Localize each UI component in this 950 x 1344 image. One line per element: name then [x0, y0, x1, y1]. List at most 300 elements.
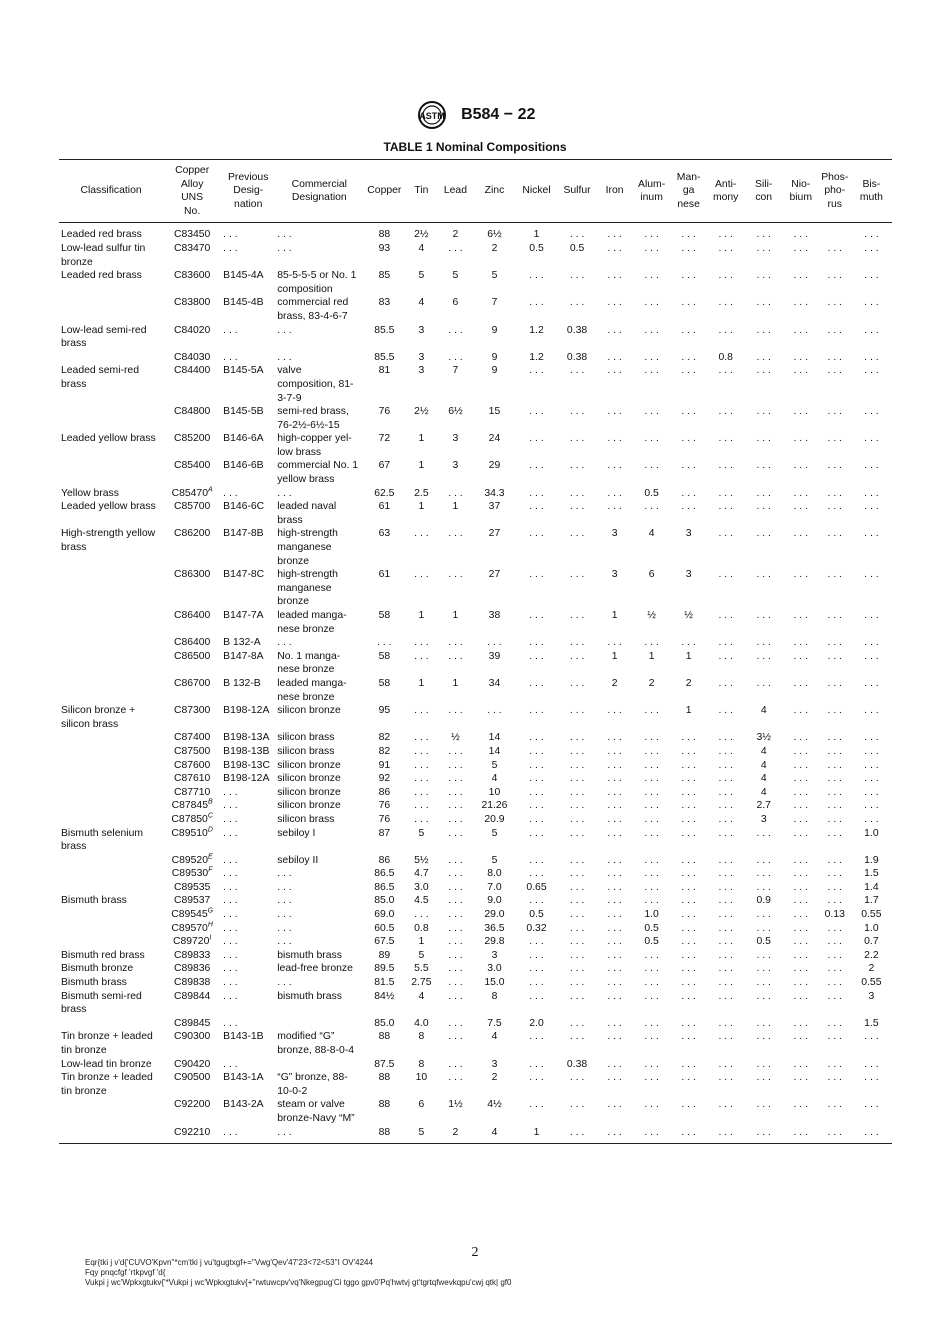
cell-previous	[221, 364, 275, 405]
cell-silicon	[745, 894, 783, 908]
cell-commercial-text: high-strength manganese bronze	[277, 569, 338, 608]
cell-bismuth	[851, 677, 892, 704]
cell-classification-text: Low-lead sulfur tin bronze	[61, 242, 146, 268]
cell-copper	[363, 677, 405, 704]
cell-manganese-text: . . .	[681, 1031, 696, 1043]
cell-zinc-text: 3	[491, 1058, 498, 1070]
table-row	[59, 990, 892, 1017]
cell-copper	[363, 609, 405, 636]
column-header-line: Commercial	[291, 178, 347, 190]
cell-antimony	[707, 636, 745, 650]
cell-aluminum-text: 6	[648, 569, 655, 581]
cell-aluminum	[633, 432, 671, 459]
cell-phosphorus-text: . . .	[827, 1072, 842, 1084]
cell-tin-text: 5	[418, 270, 425, 282]
cell-bismuth	[851, 1126, 892, 1144]
column-header	[851, 160, 892, 223]
cell-lead	[437, 704, 473, 731]
cell-silicon-text: 0.5	[756, 936, 771, 948]
cell-tin-text: 4.7	[414, 868, 429, 880]
cell-sulfur-text: . . .	[569, 1017, 585, 1029]
cell-zinc	[473, 432, 515, 459]
cell-uns	[163, 813, 221, 827]
cell-nickel	[515, 908, 557, 922]
cell-bismuth-text: 1.0	[864, 922, 879, 934]
cell-silicon	[745, 677, 783, 704]
column-header-line: Iron	[605, 185, 624, 197]
cell-bismuth	[851, 990, 892, 1017]
column-header	[819, 160, 851, 223]
cell-previous	[221, 242, 275, 269]
table-row	[59, 827, 892, 854]
cell-copper-text: 87.5	[374, 1058, 395, 1070]
cell-nickel	[515, 1017, 557, 1031]
cell-classification	[59, 487, 163, 501]
cell-bismuth	[851, 908, 892, 922]
cell-zinc-text: 15	[488, 406, 501, 418]
cell-previous	[221, 1017, 275, 1031]
cell-copper-text: 87	[378, 827, 391, 839]
cell-zinc	[473, 922, 515, 936]
cell-niobium-text: . . .	[793, 868, 808, 880]
cell-sulfur	[558, 1071, 597, 1098]
cell-nickel	[515, 650, 557, 677]
cell-silicon	[745, 324, 783, 351]
cell-commercial-text: valve composition, 81-3-7-9	[277, 365, 354, 404]
cell-phosphorus-text: . . .	[827, 610, 842, 621]
cell-previous-text: B147-7A	[223, 610, 264, 621]
cell-uns	[163, 854, 221, 868]
cell-tin-text: 4.0	[414, 1017, 429, 1029]
cell-iron	[597, 568, 633, 609]
cell-bismuth	[851, 772, 892, 786]
table-row	[59, 1017, 892, 1031]
cell-manganese-text: 1	[685, 705, 692, 717]
cell-antimony-text: . . .	[718, 881, 733, 893]
cell-lead-text: . . .	[448, 977, 463, 989]
cell-tin	[405, 487, 437, 501]
cell-uns	[163, 432, 221, 459]
cell-copper	[363, 459, 405, 486]
column-header	[363, 160, 405, 223]
cell-niobium	[783, 976, 819, 990]
cell-antimony	[707, 1058, 745, 1072]
cell-niobium	[783, 500, 819, 527]
cell-niobium-text: . . .	[793, 895, 808, 907]
cell-manganese	[671, 324, 707, 351]
cell-sulfur-text: . . .	[569, 949, 585, 961]
cell-antimony	[707, 677, 745, 704]
cell-lead	[437, 242, 473, 269]
cell-lead	[437, 1030, 473, 1057]
cell-zinc-text: 29.0	[484, 909, 505, 921]
cell-commercial-text: commercial No. 1 yellow brass	[277, 460, 359, 486]
cell-silicon-text: . . .	[756, 610, 771, 621]
cell-lead	[437, 949, 473, 963]
cell-aluminum	[633, 223, 671, 242]
cell-tin-text: 6	[418, 1099, 425, 1111]
cell-uns-text: C89720	[172, 936, 210, 948]
cell-aluminum	[633, 990, 671, 1017]
cell-tin	[405, 677, 437, 704]
footnote-marker: D	[207, 826, 213, 834]
cell-aluminum-text: . . .	[644, 949, 659, 961]
cell-iron	[597, 827, 633, 854]
cell-classification	[59, 908, 163, 922]
cell-niobium-text: . . .	[793, 487, 808, 499]
cell-lead	[437, 405, 473, 432]
cell-iron-text: 2	[611, 677, 618, 689]
cell-bismuth-text: . . .	[864, 650, 879, 662]
cell-copper	[363, 813, 405, 827]
cell-antimony-text: . . .	[718, 569, 733, 581]
cell-uns-text: C84030	[173, 351, 211, 363]
cell-niobium	[783, 527, 819, 568]
cell-manganese	[671, 364, 707, 405]
cell-classification	[59, 650, 163, 677]
cell-manganese-text: . . .	[681, 297, 696, 309]
cell-classification	[59, 867, 163, 881]
cell-nickel-text: . . .	[529, 610, 544, 621]
table-row	[59, 881, 892, 895]
cell-tin	[405, 405, 437, 432]
cell-silicon	[745, 935, 783, 949]
cell-zinc-text: 37	[488, 501, 501, 513]
cell-antimony-text: . . .	[718, 528, 733, 540]
cell-lead-text: . . .	[448, 922, 463, 934]
cell-copper	[363, 745, 405, 759]
cell-previous	[221, 949, 275, 963]
cell-niobium	[783, 772, 819, 786]
cell-manganese	[671, 1030, 707, 1057]
cell-antimony-text: 0.8	[718, 351, 733, 363]
cell-lead-text: . . .	[448, 569, 463, 581]
cell-nickel-text: 1.2	[529, 351, 544, 363]
cell-previous	[221, 223, 275, 242]
cell-phosphorus	[819, 731, 851, 745]
cell-previous	[221, 432, 275, 459]
cell-lead	[437, 500, 473, 527]
cell-nickel	[515, 881, 557, 895]
cell-bismuth-text: . . .	[864, 1058, 879, 1070]
cell-nickel-text: . . .	[529, 569, 544, 581]
cell-commercial	[275, 827, 363, 854]
cell-commercial-text: 85-5-5-5 or No. 1 composition	[277, 270, 357, 295]
cell-silicon-text: . . .	[756, 650, 771, 662]
cell-nickel-text: . . .	[529, 868, 544, 880]
cell-uns-text: C87610	[173, 773, 211, 785]
cell-manganese	[671, 867, 707, 881]
cell-manganese	[671, 935, 707, 949]
cell-antimony	[707, 786, 745, 800]
cell-iron-text: . . .	[607, 881, 622, 893]
cell-zinc-text: 27	[488, 569, 501, 581]
cell-tin	[405, 1030, 437, 1057]
column-header	[745, 160, 783, 223]
cell-iron	[597, 990, 633, 1017]
cell-phosphorus	[819, 1126, 851, 1144]
cell-zinc-text: 29	[488, 460, 501, 472]
table-row	[59, 269, 892, 296]
table-row	[59, 1098, 892, 1125]
cell-commercial-text: . . .	[277, 909, 292, 921]
cell-zinc	[473, 935, 515, 949]
cell-zinc	[473, 799, 515, 813]
cell-iron	[597, 432, 633, 459]
cell-bismuth-text: . . .	[864, 610, 879, 621]
cell-copper-text: 81.5	[374, 977, 395, 989]
cell-zinc-text: 39	[488, 650, 501, 662]
cell-commercial-text: . . .	[277, 922, 292, 934]
cell-tin-text: . . .	[414, 705, 429, 717]
cell-niobium-text: . . .	[793, 936, 808, 948]
cell-commercial	[275, 1126, 363, 1144]
cell-phosphorus	[819, 1071, 851, 1098]
cell-phosphorus-text: . . .	[827, 433, 842, 445]
cell-niobium	[783, 799, 819, 813]
cell-sulfur-text: . . .	[569, 1099, 585, 1111]
cell-phosphorus-text: 0.13	[824, 909, 845, 921]
cell-classification	[59, 296, 163, 323]
cell-classification	[59, 324, 163, 351]
cell-iron-text: . . .	[607, 813, 622, 825]
cell-uns	[163, 745, 221, 759]
cell-copper	[363, 296, 405, 323]
cell-phosphorus	[819, 881, 851, 895]
cell-manganese	[671, 786, 707, 800]
cell-aluminum-text: 2	[648, 677, 655, 689]
cell-manganese-text: . . .	[681, 949, 696, 961]
cell-commercial	[275, 351, 363, 365]
cell-bismuth-text: 2.2	[864, 949, 879, 961]
cell-copper	[363, 867, 405, 881]
cell-aluminum	[633, 894, 671, 908]
cell-commercial-text: leaded naval brass	[277, 501, 337, 526]
cell-tin-text: . . .	[414, 800, 429, 812]
cell-lead	[437, 351, 473, 365]
cell-copper-text: . . .	[377, 637, 392, 649]
cell-aluminum	[633, 745, 671, 759]
cell-lead	[437, 908, 473, 922]
cell-sulfur	[558, 745, 597, 759]
cell-antimony-text: . . .	[718, 949, 733, 961]
cell-classification-text: Silicon bronze + silicon brass	[61, 705, 136, 730]
cell-lead	[437, 881, 473, 895]
cell-niobium-text: . . .	[793, 854, 808, 866]
cell-lead-text: . . .	[448, 1058, 463, 1070]
cell-sulfur	[558, 568, 597, 609]
cell-nickel-text: . . .	[529, 637, 544, 649]
cell-bismuth-text: 1.9	[864, 854, 879, 866]
cell-tin	[405, 1071, 437, 1098]
cell-copper	[363, 1058, 405, 1072]
cell-tin-text: 8	[418, 1058, 425, 1070]
cell-previous	[221, 813, 275, 827]
cell-phosphorus-text: . . .	[827, 365, 842, 377]
cell-phosphorus-text: . . .	[827, 773, 842, 785]
cell-antimony	[707, 364, 745, 405]
cell-aluminum	[633, 1071, 671, 1098]
cell-phosphorus-text: . . .	[827, 895, 842, 907]
cell-manganese	[671, 990, 707, 1017]
cell-antimony	[707, 609, 745, 636]
cell-phosphorus-text: . . .	[827, 827, 842, 839]
cell-zinc	[473, 894, 515, 908]
cell-commercial	[275, 1017, 363, 1031]
cell-silicon-text: . . .	[756, 324, 771, 336]
cell-zinc-text: 4	[491, 773, 498, 785]
cell-nickel-text: 1.2	[529, 324, 544, 336]
cell-sulfur-text: . . .	[569, 909, 585, 921]
cell-tin-text: 10	[415, 1072, 428, 1084]
cell-manganese	[671, 962, 707, 976]
cell-zinc-text: 14	[488, 745, 501, 757]
cell-nickel-text: . . .	[529, 854, 544, 866]
cell-niobium	[783, 1071, 819, 1098]
cell-manganese	[671, 922, 707, 936]
cell-nickel-text: . . .	[529, 677, 544, 689]
cell-manganese	[671, 813, 707, 827]
cell-sulfur	[558, 854, 597, 868]
table-row	[59, 745, 892, 759]
cell-silicon-text: . . .	[756, 1058, 771, 1070]
cell-uns	[163, 242, 221, 269]
cell-phosphorus-text: . . .	[827, 963, 842, 975]
footnote-marker: E	[208, 853, 213, 861]
cell-previous-text: B198-13A	[223, 732, 270, 744]
cell-aluminum-text: . . .	[644, 813, 659, 825]
cell-lead	[437, 1017, 473, 1031]
cell-zinc	[473, 351, 515, 365]
cell-sulfur	[558, 1030, 597, 1057]
cell-zinc	[473, 949, 515, 963]
cell-silicon	[745, 351, 783, 365]
column-header-line: UNS	[181, 192, 204, 204]
cell-zinc	[473, 223, 515, 242]
cell-previous	[221, 1071, 275, 1098]
cell-commercial	[275, 894, 363, 908]
column-header-line: con	[755, 192, 773, 204]
cell-copper	[363, 432, 405, 459]
cell-commercial	[275, 650, 363, 677]
cell-iron-text: . . .	[607, 786, 622, 798]
cell-sulfur	[558, 962, 597, 976]
cell-copper-text: 58	[378, 677, 391, 689]
cell-copper	[363, 731, 405, 745]
cell-sulfur-text: . . .	[569, 868, 585, 880]
cell-previous	[221, 405, 275, 432]
cell-zinc	[473, 677, 515, 704]
cell-niobium	[783, 324, 819, 351]
cell-silicon	[745, 745, 783, 759]
cell-uns-text: C89833	[173, 949, 211, 961]
cell-antimony-text: . . .	[718, 800, 733, 812]
cell-commercial-text: high-strength manganese bronze	[277, 528, 338, 567]
cell-sulfur-text: . . .	[569, 881, 585, 893]
page-number: 2	[471, 1245, 479, 1260]
cell-aluminum	[633, 976, 671, 990]
column-header	[671, 160, 707, 223]
cell-previous	[221, 650, 275, 677]
table-row	[59, 759, 892, 773]
table-row	[59, 949, 892, 963]
cell-antimony	[707, 324, 745, 351]
cell-nickel-text: . . .	[529, 487, 544, 499]
cell-lead	[437, 759, 473, 773]
cell-commercial-text: . . .	[277, 868, 292, 880]
cell-iron	[597, 677, 633, 704]
cell-antimony	[707, 745, 745, 759]
cell-commercial-text: sebiloy II	[277, 854, 319, 866]
cell-tin-text: 5½	[414, 854, 429, 866]
cell-iron	[597, 609, 633, 636]
cell-phosphorus-text: . . .	[827, 569, 842, 581]
cell-niobium	[783, 908, 819, 922]
cell-phosphorus-text: . . .	[827, 324, 842, 336]
cell-classification-text: Leaded yellow brass	[61, 501, 156, 513]
cell-iron	[597, 786, 633, 800]
cell-aluminum-text: . . .	[644, 501, 659, 513]
cell-bismuth	[851, 881, 892, 895]
cell-aluminum-text: . . .	[644, 365, 659, 377]
cell-nickel-text: 0.5	[529, 909, 544, 921]
cell-previous	[221, 731, 275, 745]
cell-lead-text: . . .	[448, 868, 463, 880]
column-header	[783, 160, 819, 223]
table-row	[59, 786, 892, 800]
cell-antimony	[707, 500, 745, 527]
cell-sulfur-text: . . .	[569, 963, 585, 975]
cell-previous-text: B198-13C	[223, 759, 270, 771]
cell-copper-text: 76	[378, 800, 391, 812]
cell-sulfur	[558, 432, 597, 459]
cell-aluminum-text: . . .	[644, 1031, 659, 1043]
cell-commercial	[275, 269, 363, 296]
cell-zinc	[473, 772, 515, 786]
cell-sulfur-text: . . .	[569, 990, 585, 1002]
cell-manganese	[671, 405, 707, 432]
cell-silicon-text: . . .	[756, 881, 771, 893]
cell-phosphorus	[819, 827, 851, 854]
footnote-marker: F	[208, 866, 213, 874]
cell-previous-text: B147-8B	[223, 528, 264, 540]
cell-phosphorus	[819, 636, 851, 650]
cell-lead-text: . . .	[448, 963, 463, 975]
cell-manganese	[671, 242, 707, 269]
cell-niobium	[783, 894, 819, 908]
cell-manganese-text: 3	[685, 569, 692, 581]
cell-sulfur	[558, 405, 597, 432]
cell-manganese-text: . . .	[681, 909, 696, 921]
cell-aluminum-text: . . .	[644, 800, 659, 812]
cell-iron	[597, 650, 633, 677]
cell-copper	[363, 324, 405, 351]
cell-manganese	[671, 636, 707, 650]
cell-copper	[363, 650, 405, 677]
cell-antimony-text: . . .	[718, 1072, 733, 1084]
cell-sulfur-text: . . .	[569, 460, 585, 472]
cell-iron-text: 3	[611, 528, 618, 540]
cell-lead-text: . . .	[448, 351, 463, 363]
cell-zinc-text: 24	[488, 433, 501, 445]
cell-manganese	[671, 976, 707, 990]
cell-zinc	[473, 636, 515, 650]
cell-tin-text: 1	[418, 677, 425, 689]
cell-antimony-text: . . .	[718, 732, 733, 744]
cell-zinc-text: 14	[488, 732, 501, 744]
cell-uns-text: C89510	[171, 827, 208, 839]
cell-copper-text: 82	[378, 745, 391, 757]
